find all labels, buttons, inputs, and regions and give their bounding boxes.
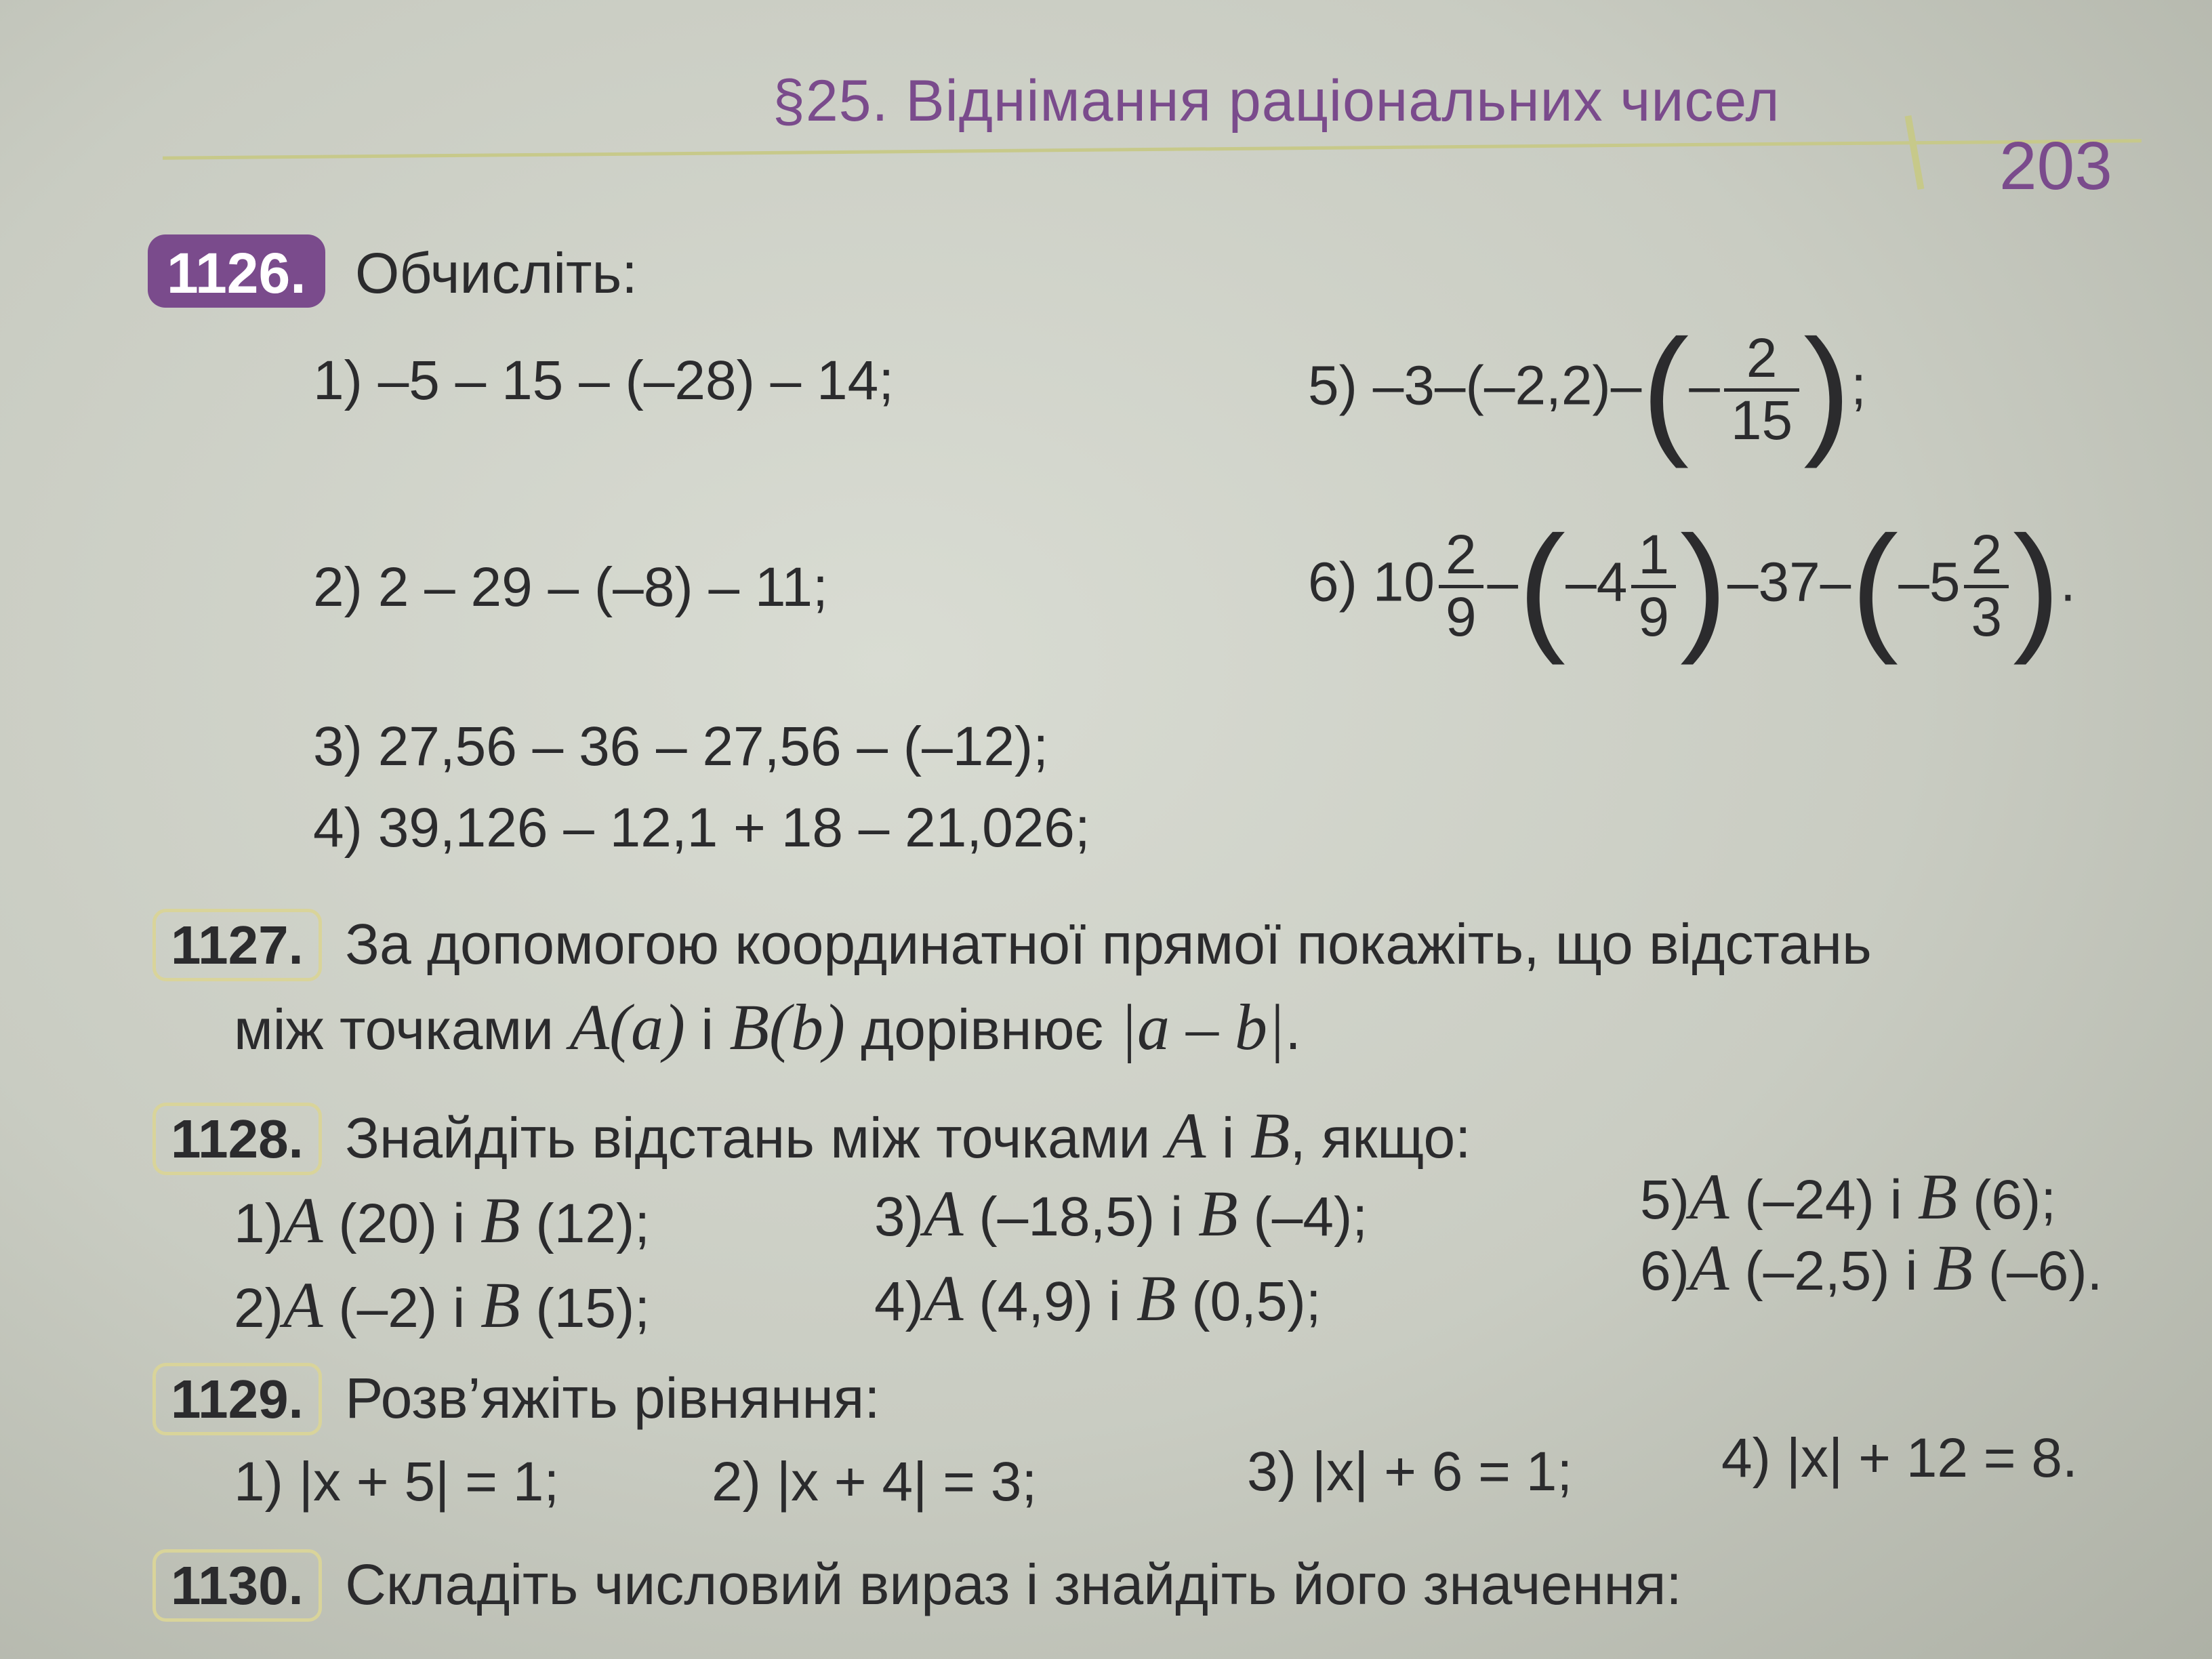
coordinate: a — [631, 991, 664, 1063]
ex1126-item-3: 3) 27,56 – 36 – 27,56 – (–12); — [313, 716, 1049, 777]
open-paren: ( — [1518, 506, 1566, 665]
fraction — [1631, 526, 1676, 646]
ex1128-item-5: 5)A (–24) і B (6); — [1640, 1160, 2057, 1233]
denominator: 9 — [1445, 586, 1477, 648]
exercise-title: Складіть числовий вираз і знайдіть його значення: — [345, 1553, 1682, 1616]
close-paren: ) — [1803, 310, 1851, 469]
terminator: . — [2060, 551, 2076, 613]
terminator: ; — [1851, 354, 1866, 417]
point-a: A(a) — [569, 991, 686, 1063]
expr-part: –3–(–2,2)– — [1372, 354, 1642, 417]
whole-part: –4 — [1565, 551, 1628, 613]
close-paren: ) — [1679, 506, 1727, 665]
fraction — [1724, 329, 1799, 449]
ex1126-item-1: 1) –5 – 15 – (–28) – 14; — [313, 350, 895, 411]
exercise-title: Знайдіть відстань між точками A і B, якщо: — [345, 1099, 1471, 1172]
open-paren: ( — [1851, 506, 1899, 665]
sign: – — [1689, 354, 1720, 417]
point-b: B(b) — [729, 991, 845, 1063]
numerator: 2 — [1964, 526, 2009, 588]
denominator: 3 — [1971, 586, 2003, 648]
close-paren: ) — [2013, 506, 2060, 665]
ex1126-item-5 — [1308, 310, 1866, 469]
ex1129-item-2: 2) |x + 4| = 3; — [712, 1451, 1038, 1513]
ex1128-item-1: 1)A (20) і B (12); — [234, 1184, 651, 1256]
ex1128-item-4: 4)A (4,9) і B (0,5); — [874, 1262, 1322, 1334]
point-name: B — [729, 991, 770, 1063]
ex1126-item-4: 4) 39,126 – 12,1 + 18 – 21,026; — [313, 797, 1090, 859]
ex1128-item-3: 3)A (–18,5) і B (–4); — [874, 1177, 1368, 1250]
ex1126-item-2: 2) 2 – 29 – (–8) – 11; — [313, 556, 828, 618]
exercise-number-badge: 1127. — [152, 909, 322, 981]
absolute-difference: |a – b| — [1119, 991, 1286, 1063]
minus: – — [1487, 551, 1519, 613]
exercise-1126-header — [148, 241, 638, 306]
exercise-number-badge: 1126. — [148, 234, 325, 308]
denominator: 15 — [1730, 389, 1793, 451]
exercise-title: Обчисліть: — [355, 241, 638, 305]
ex1128-item-2: 2)A (–2) і B (15); — [234, 1269, 651, 1341]
numerator: 1 — [1631, 526, 1676, 588]
exercise-1128-header — [152, 1098, 1471, 1173]
ex1126-item-6 — [1308, 506, 2076, 665]
whole-part: –5 — [1898, 551, 1961, 613]
page-number: 203 — [1999, 128, 2112, 204]
ex1129-item-4: 4) |x| + 12 = 8. — [1721, 1427, 2078, 1489]
ex1128-item-6: 6)A (–2,5) і B (–6). — [1640, 1231, 2103, 1304]
terminator: . — [1285, 998, 1301, 1061]
section-title: §25. Віднімання раціональних чисел — [773, 68, 1780, 134]
fraction — [1964, 526, 2009, 646]
exercise-1129-header — [152, 1366, 880, 1431]
conjunction: і — [701, 998, 714, 1061]
exercise-number-badge: 1130. — [152, 1549, 322, 1622]
ex1129-item-3: 3) |x| + 6 = 1; — [1247, 1441, 1573, 1502]
exercise-text-line1: За допомогою координатної прямої покажіть, що відстань — [345, 912, 1872, 976]
header-divider — [1905, 115, 1925, 190]
item-label: 5) — [1308, 354, 1357, 417]
ex1129-item-1: 1) |x + 5| = 1; — [234, 1451, 560, 1513]
exercise-1130-header — [152, 1552, 1682, 1618]
text-part: між точками — [234, 998, 554, 1061]
whole-part: 10 — [1372, 551, 1435, 613]
exercise-title: Розв’яжіть рівняння: — [345, 1366, 880, 1430]
text-part: дорівнює — [861, 998, 1104, 1061]
open-paren: ( — [1641, 310, 1689, 469]
denominator: 9 — [1638, 586, 1669, 648]
exercise-1127 — [152, 912, 1872, 977]
coordinate: b — [790, 991, 823, 1063]
numerator: 2 — [1439, 526, 1483, 588]
exercise-number-badge: 1129. — [152, 1363, 322, 1435]
point-name: A — [569, 991, 610, 1063]
item-label: 6) — [1308, 551, 1357, 613]
header-rule — [163, 139, 2142, 159]
expr-part: –37– — [1727, 551, 1851, 613]
fraction — [1439, 526, 1483, 646]
exercise-number-badge: 1128. — [152, 1103, 322, 1175]
numerator: 2 — [1724, 329, 1799, 391]
exercise-text-line2 — [234, 989, 1301, 1065]
